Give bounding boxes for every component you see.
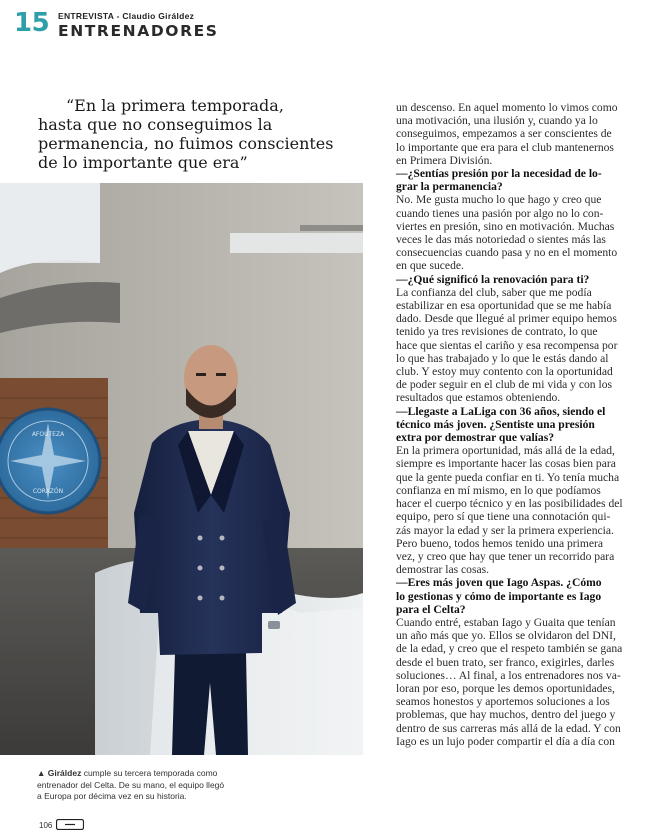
caption-line (37, 768, 347, 780)
pull-quote-line: “En la primera temporada, (66, 96, 284, 115)
interview-answer-line: viertes en presión, sino en motivación. Muchas (396, 219, 615, 233)
interview-answer-line: No. Me gusta mucho lo que hago y creo que (396, 193, 602, 207)
photo-caption (37, 768, 347, 803)
interview-question-line: —Eres más joven que Iago Aspas. ¿Cómo (396, 576, 602, 590)
section-kicker: ENTREVISTA - Claudio Giráldez (58, 11, 195, 21)
interview-text-column (396, 101, 626, 748)
portrait-illustration (0, 183, 363, 755)
interview-answer-line: que la gente pueda confiar en ti. Yo tenía mucha (396, 470, 620, 484)
interview-answer-line: una motivación, una ilusión y, cuando ya lo (396, 114, 598, 128)
section-title: ENTRENADORES (58, 22, 219, 40)
club-emblem (0, 409, 100, 513)
interview-answer-line: conseguimos, empezamos a ser conscientes de (396, 127, 612, 141)
caption-line: a Europa por décima vez en su historia. (37, 791, 187, 801)
interview-answer-line: problemas, que hay muchos, dentro del juego y (396, 708, 616, 722)
interview-question-line: —¿Qué significó la renovación para ti? (396, 272, 590, 286)
interview-answer-line: lo que has trabajado y lo que le estás dando al (396, 351, 609, 365)
interview-question-line: —Llegaste a LaLiga con 36 años, siendo el (396, 404, 606, 418)
interview-answer-line: tenido ya tres revisiones de contrato, lo que (396, 325, 598, 339)
page-number: 106 (39, 821, 53, 830)
interview-question-line: para el Celta? (396, 602, 466, 616)
interview-question-line: extra por demostrar que valías? (396, 431, 555, 445)
interview-answer-line: resultados que estamos obteniendo. (396, 391, 561, 405)
interview-answer-line: consecuencias cuando pasa y no en el momento (396, 246, 618, 260)
pull-quote (38, 96, 358, 172)
interview-answer-line: veces le das más notoriedad o sientes más las (396, 233, 606, 247)
interview-answer-line: dado. Desde que llegué al primer equipo hemos (396, 312, 617, 326)
interview-answer-line: hace que sientas el cariño y esa recompensa por (396, 338, 618, 352)
interview-answer-line: soluciones… Al final, a los entrenadores nos va- (396, 668, 621, 682)
interview-answer-line: vez, y creo que hay que tener un recorrido para (396, 549, 615, 563)
interview-answer-line: un descenso. En aquel momento lo vimos como (396, 101, 618, 114)
magazine-logo-icon (56, 819, 84, 830)
interview-answer-line: de la edad, y creo que el respeto también se gana (396, 642, 623, 656)
interview-answer-line: confianza en mí mismo, en lo que podíamos (396, 483, 601, 497)
interview-answer-line: cuando tienes una pasión por algo no lo con- (396, 206, 604, 220)
caption-name: Giráldez (47, 768, 82, 778)
interview-answer-line: dentro de sus carreras más allá de la edad. Y con (396, 721, 621, 735)
interview-answer-line: lo importante que era para el club mantenernos (396, 140, 614, 154)
emblem-text-top: AFOUTEZA (31, 431, 65, 438)
interview-answer-line: en Primera División. (396, 153, 493, 167)
issue-number: 15 (14, 8, 50, 38)
pull-quote-line: permanencia, no fuimos conscientes (38, 134, 334, 153)
interview-answer-line: demostrar las cosas. (396, 563, 490, 577)
pull-quote-line: hasta que no conseguimos la (38, 115, 273, 134)
interview-answer-line: equipo, pero sí que tiene una connotación qui- (396, 510, 611, 524)
caption-arrow-icon: ▲ (37, 768, 48, 778)
interview-answer-line: Cuando entré, estaban Iago y Guaita que tenían (396, 615, 616, 629)
interview-answer-line: La confianza del club, saber que me podía (396, 285, 592, 299)
emblem-text-bottom: CORAZÓN (32, 488, 64, 495)
interview-question-line: lo gestionas y cómo de importante es Iago (396, 589, 602, 603)
interview-question-line: —¿Sentías presión por la necesidad de lo- (396, 167, 602, 181)
pull-quote-line: de lo importante que era” (38, 153, 248, 172)
interview-answer-line: estabilizar en esa oportunidad que se me había (396, 299, 612, 313)
interview-answer-line: zás mayor la edad y ser la primera experiencia. (396, 523, 614, 537)
interview-answer-line: seamos honestos y aportemos soluciones a los (396, 695, 610, 709)
interview-answer-line: loran por eso, porque les demos oportunidades, (396, 681, 615, 695)
interview-answer-line: un año más que yo. Ellos se olvidaron del DNI, (396, 629, 616, 643)
coach-portrait-photo (0, 183, 363, 755)
caption-text: cumple su tercera temporada como (81, 768, 218, 778)
interview-answer-line: en que sucede. (396, 259, 464, 273)
interview-answer-line: desde el buen trato, ser franco, exigirles, darles (396, 655, 615, 669)
interview-answer-line: Pero bueno, todos hemos tenido una primera (396, 536, 604, 550)
interview-answer-line: siempre es importante hacer las cosas bien para (396, 457, 616, 471)
interview-question-line: técnico más joven. ¿Sentiste una presión (396, 417, 595, 431)
caption-line: entrenador del Celta. De su mano, el equipo llegó (37, 779, 225, 790)
interview-question-line: grar la permanencia? (396, 180, 503, 194)
interview-answer-line: hacer el cuerpo técnico y en las posibilidades del (396, 497, 623, 511)
interview-answer-line: En la primera oportunidad, más allá de la edad, (396, 444, 615, 458)
interview-answer-line: Iago es un lujo poder compartir el día a día con (396, 734, 615, 748)
interview-answer-line: de poder seguir en el club de mi vida y con los (396, 378, 613, 392)
interview-answer-line: club. Y estoy muy contento con la oportunidad (396, 365, 613, 379)
